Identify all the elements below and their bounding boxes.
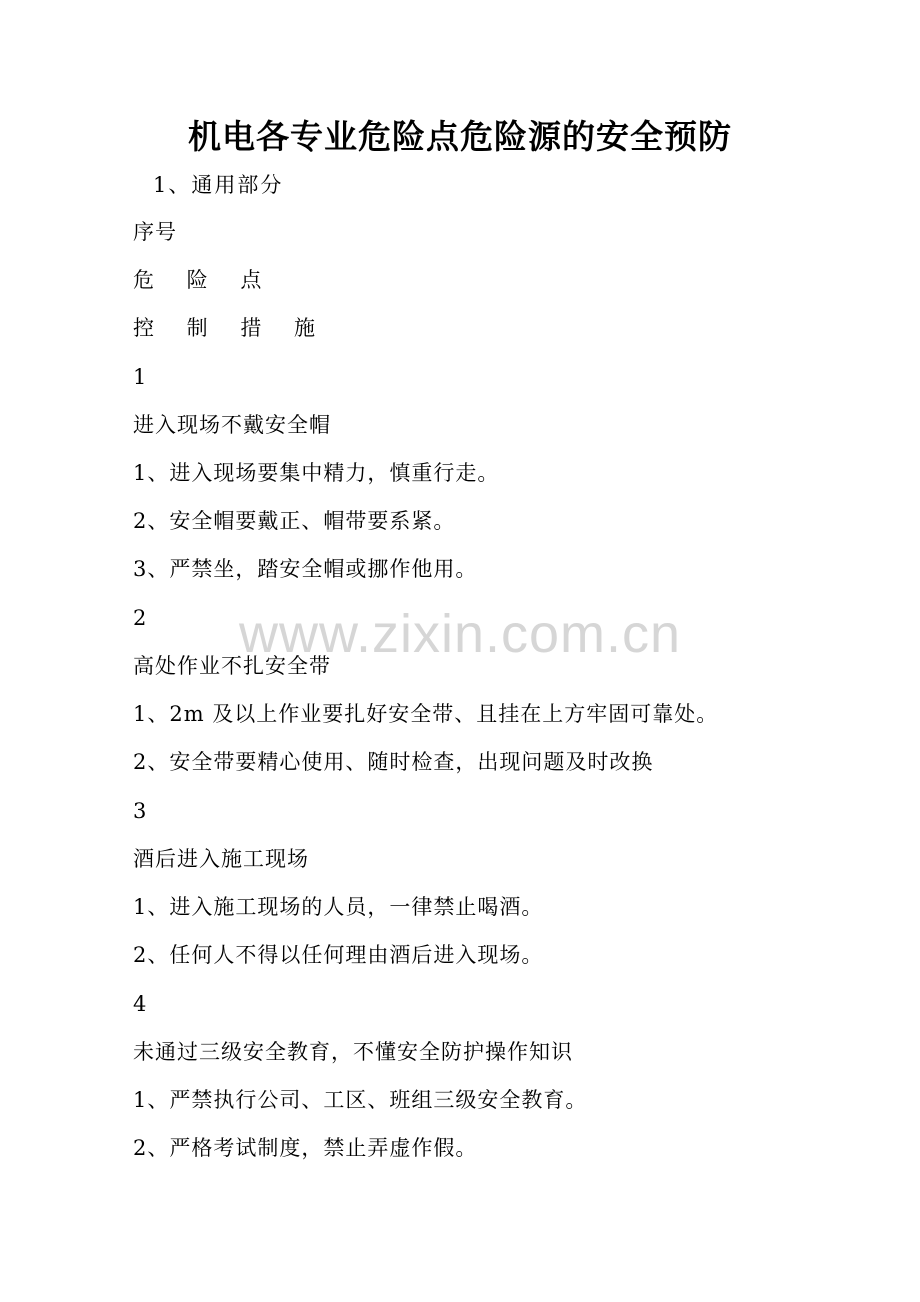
- item-measure: 2、严格考试制度，禁止弄虚作假。: [133, 1136, 478, 1160]
- item-measure: 2、安全带要精心使用、随时检查，出现问题及时改换: [133, 750, 654, 774]
- item-measure: 1、进入施工现场的人员，一律禁止喝酒。: [133, 895, 544, 919]
- item-measure: 2、任何人不得以任何理由酒后进入现场。: [133, 943, 544, 967]
- section-heading: 1、通用部分: [153, 173, 284, 197]
- item-measure: 1、进入现场要集中精力，慎重行走。: [133, 461, 500, 485]
- item-measure: 1、2m 及以上作业要扎好安全带、且挂在上方牢固可靠处。: [133, 702, 719, 726]
- item-hazard: 进入现场不戴安全帽: [133, 413, 331, 437]
- header-serial: 序号: [133, 220, 177, 244]
- item-measure: 3、严禁坐，踏安全帽或挪作他用。: [133, 557, 478, 581]
- item-number: 3: [133, 799, 148, 823]
- header-control: 控 制 措 施: [133, 316, 329, 340]
- header-hazard: 危 险 点: [133, 268, 275, 292]
- item-measure: 2、安全帽要戴正、帽带要系紧。: [133, 509, 456, 533]
- item-number: 2: [133, 606, 148, 630]
- item-hazard: 酒后进入施工现场: [133, 847, 309, 871]
- item-hazard: 未通过三级安全教育，不懂安全防护操作知识: [133, 1040, 573, 1064]
- item-number: 4: [133, 992, 148, 1016]
- watermark: www.zixin.com.cn: [238, 604, 682, 664]
- item-hazard: 高处作业不扎安全带: [133, 654, 331, 678]
- item-number: 1: [133, 365, 148, 389]
- page-title: 机电各专业危险点危险源的安全预防: [188, 117, 732, 156]
- item-measure: 1、严禁执行公司、工区、班组三级安全教育。: [133, 1088, 588, 1112]
